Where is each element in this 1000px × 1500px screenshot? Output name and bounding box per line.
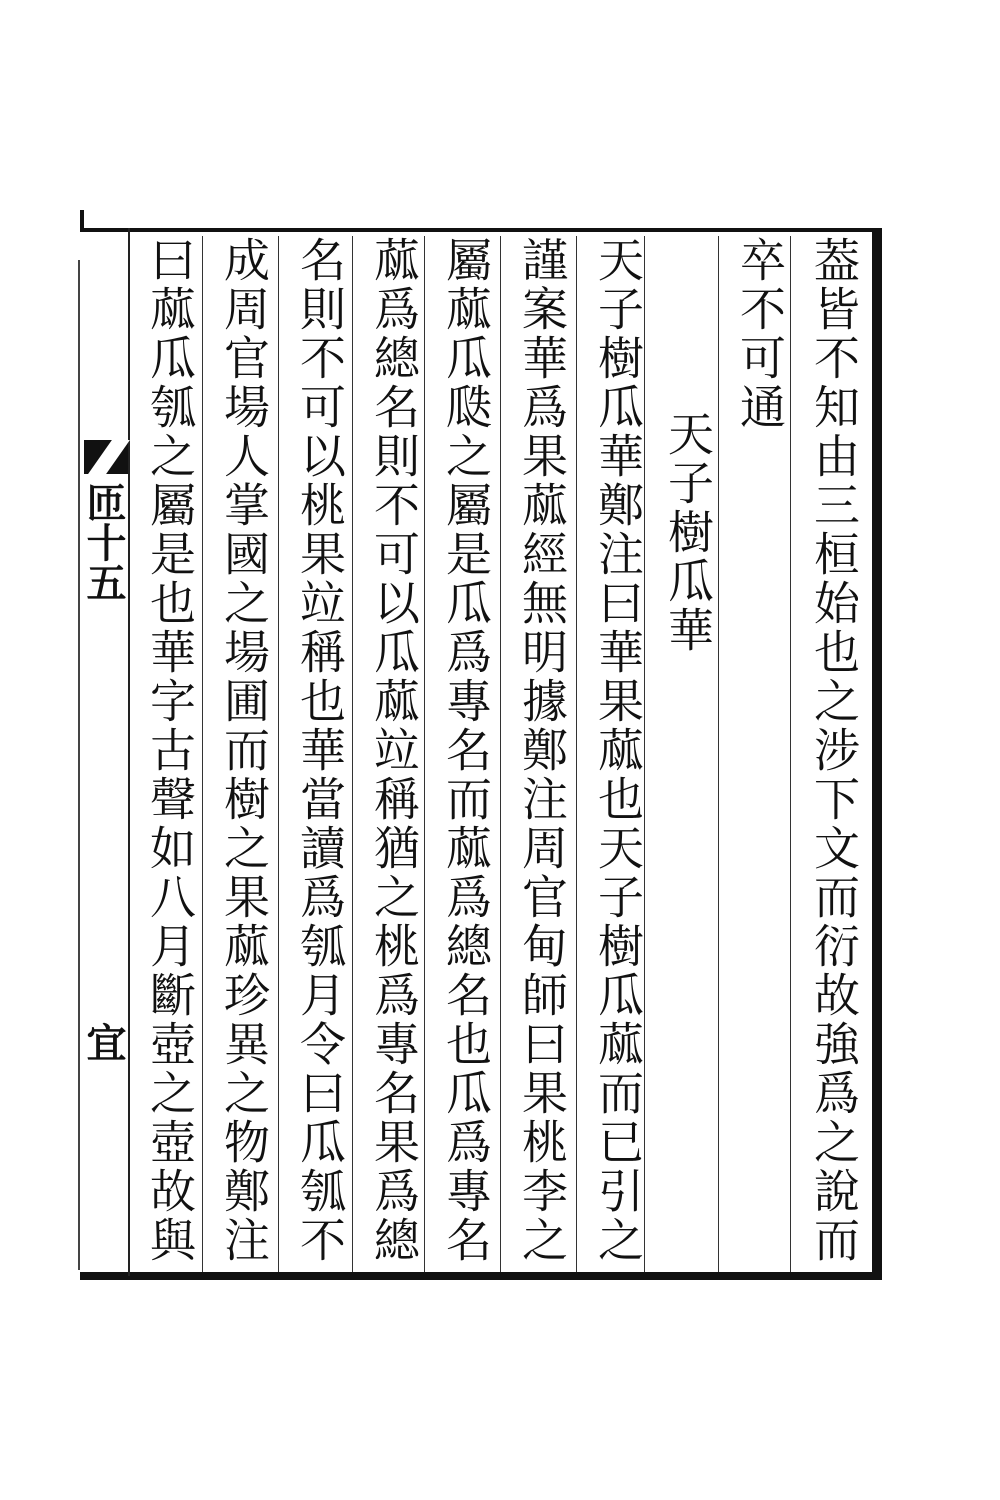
text-column-6: 屬蓏瓜瓞之屬是瓜爲專名而蓏爲總名也瓜爲專名 [439, 236, 493, 1265]
text-column-9: 成周官場人掌國之場圃而樹之果蓏珍異之物鄭注 [217, 236, 271, 1265]
column-separator [500, 236, 501, 1272]
column-separator [352, 236, 353, 1272]
column-separator [424, 236, 425, 1272]
column-separator [576, 236, 577, 1272]
frame-corner-mark [80, 210, 84, 230]
frame-bottom-border [80, 1272, 882, 1280]
text-column-1: 葢皆不知由三桓始也之涉下文而衍故強爲之說而 [807, 236, 861, 1265]
fishtail-mark [84, 440, 128, 474]
frame-top-border [80, 228, 880, 232]
column-separator [202, 236, 203, 1272]
text-column-8: 名則不可以桃果竝稱也華當讀爲瓠月令曰瓜瓠不 [293, 236, 347, 1265]
gutter-rule [78, 260, 80, 1270]
frame-right-border [872, 228, 882, 1280]
center-fold-label: 匝十五 [80, 482, 127, 602]
center-fold-bottom-label: 宜 [80, 1022, 127, 1062]
text-column-4: 天子樹瓜華鄭注曰華果蓏也天子樹瓜蓏而已引之 [591, 236, 645, 1265]
column-separator [278, 236, 279, 1272]
frame-left-border [128, 228, 130, 1276]
text-column-10: 曰蓏瓜瓠之屬是也華字古聲如八月斷壺之壺故與 [143, 236, 197, 1265]
text-column-3-heading: 天子樹瓜華 [661, 410, 715, 655]
column-separator [718, 236, 719, 1272]
text-column-5: 謹案華爲果蓏經無明據鄭注周官甸師曰果桃李之 [515, 236, 569, 1265]
column-separator [790, 236, 791, 1272]
text-column-2: 卒不可通 [733, 236, 787, 432]
text-column-7: 蓏爲總名則不可以瓜蓏竝稱猶之桃爲專名果爲總 [367, 236, 421, 1265]
